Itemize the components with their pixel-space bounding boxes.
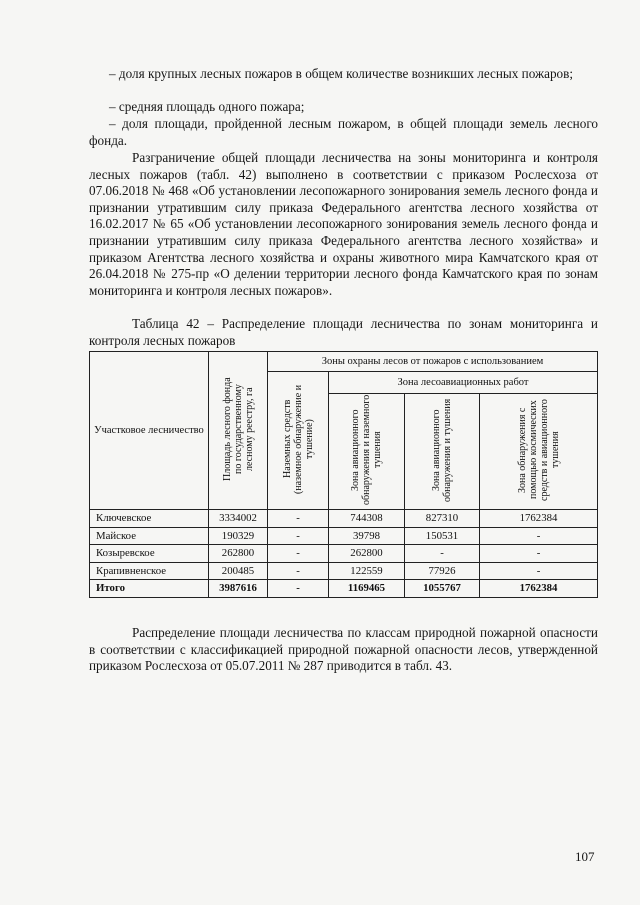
- table-row: Козыревское 262800 - 262800 - -: [90, 545, 598, 563]
- header-space-detect: Зона обнаружения с помощью космических средств и авиационного тушения: [480, 394, 598, 510]
- list-item-average-area: – средняя площадь одного пожара;: [109, 99, 305, 114]
- header-aviation-ground: Зона авиационного обнаружения и наземного тушения: [329, 394, 405, 510]
- header-forestry: Участковое лесничество: [90, 352, 209, 510]
- paragraph-zoning: Разграничение общей площади лесничества на зоны мониторинга и контроля лесных пожаров (табл. 42) выполнено в соответствии с приказом Рослесхоза от 07.06.2018 № 468 «Об установлении лесопожарного зонирования земель лесного фонда и признании утратившим силу приказа Федерального агентства лесного хозяйства от 16.02.2017 № 65 «Об установлении лесопожарного зонирования земель лесного фонда и признании утратившим силу приказа Федерального агентства лесного хозяйства» и приказом Агентства лесного хозяйства и охраны животного мира Камчатского края от 26.04.2018 № 275-пр «О делении территории лесного фонда Камчатского края по зонам мониторинга и контроля лесных пожаров».: [89, 150, 598, 298]
- header-aviation-detect: Зона авиационного обнаружения и тушения: [405, 394, 480, 510]
- header-area: Площадь лесного фонда по государственному лесному реестру, га: [209, 352, 268, 510]
- paragraph-fire-classes: Распределение площади лесничества по классам природной пожарной опасности в соответствии с классификацией природной пожарной опасности лесов, утвержденной приказом Рослесхоза от 05.07.2011 № 287 приводится в табл. 43.: [89, 625, 598, 674]
- table-caption: Таблица 42 – Распределение площади лесничества по зонам мониторинга и контроля лесных пожаров: [89, 316, 598, 348]
- list-item-large-fires: – доля крупных лесных пожаров в общем количестве возникших лесных пожаров;: [109, 66, 574, 81]
- table-row: Крапивненское 200485 - 122559 77926 -: [90, 562, 598, 580]
- page-number: 107: [575, 849, 595, 864]
- list-item-burned-share: – доля площади, пройденной лесным пожаром, в общей площади земель лесного фонда.: [89, 116, 598, 148]
- table-row: Ключевское 3334002 - 744308 827310 1762384: [90, 510, 598, 528]
- header-aviation-group: Зона лесоавиационных работ: [329, 372, 598, 394]
- table-total-row: Итого 3987616 - 1169465 1055767 1762384: [90, 580, 598, 598]
- table-row: Майское 190329 - 39798 150531 -: [90, 527, 598, 545]
- fire-zones-table: [89, 351, 598, 598]
- header-zones-group: Зоны охраны лесов от пожаров с использованием: [268, 352, 598, 372]
- header-ground-means: Наземных средств (наземное обнаружение и тушение): [268, 372, 329, 510]
